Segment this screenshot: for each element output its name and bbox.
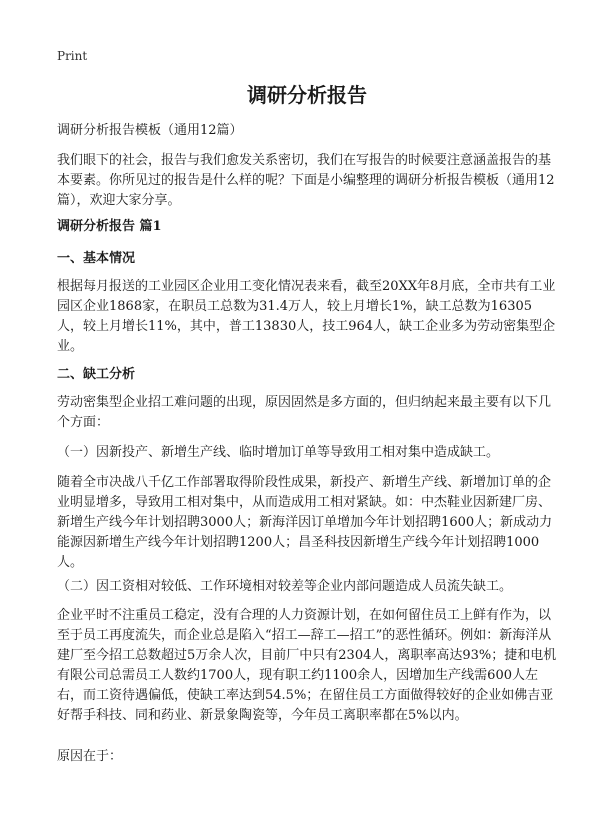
print-link[interactable]: Print bbox=[57, 49, 88, 63]
section-basic-body: 根据每月报送的工业园区企业用工变化情况表来看，截至20XX年8月底，全市共有工业园区企业1868家，在职员工总数为31.4万人，较上月增长1%，缺工总数为16305人，较上月增长11%，其中，普工13830人，技工964人，缺工企业多为劳动密集型企业。 bbox=[57, 279, 556, 354]
document-subtitle: 调研分析报告模板（通用12篇） bbox=[57, 123, 243, 138]
point-one-heading: （一）因新投产、新增生产线、临时增加订单等导致用工相对集中造成缺工。 bbox=[57, 445, 500, 460]
point-two-body: 企业平时不注重员工稳定，没有合理的人力资源计划，在如何留住员工上鲜有作为，以至于员工再度流失，而企业总是陷入“招工—辞工—招工”的恶性循环。例如：新海洋从建厂至今招工总数超过5万余人次，目前厂中只有2304人，离职率高达93%；捷和电机有限公司总需员工人数约1700人，现有职工约1100余人，因增加生产线需600人左右，而工资待遇偏低，使缺工率达到54.5%；在留住员工方面做得较好的企业如佛吉亚好帮手科技、同和药业、新景象陶瓷等，今年员工离职率都在5%以内。 bbox=[57, 608, 557, 723]
reason-label: 原因在于： bbox=[57, 749, 123, 764]
section-heading-analysis: 二、缺工分析 bbox=[57, 367, 136, 382]
section-heading-basic: 一、基本情况 bbox=[57, 251, 136, 266]
document-title: 调研分析报告 bbox=[247, 83, 367, 107]
section-analysis-intro: 劳动密集型企业招工难问题的出现，原因固然是多方面的，但归纳起来最主要有以下几个方面： bbox=[57, 395, 552, 430]
article-heading: 调研分析报告 篇1 bbox=[57, 219, 162, 234]
point-two-heading: （二）因工资相对较低、工作环境相对较差等企业内部问题造成人员流失缺工。 bbox=[57, 579, 513, 594]
intro-paragraph: 我们眼下的社会，报告与我们愈发关系密切，我们在写报告的时候要注意涵盖报告的基本要素。你所见过的报告是什么样的呢？下面是小编整理的调研分析报告模板（通用12篇），欢迎大家分享。 bbox=[57, 153, 555, 208]
point-one-body: 随着全市决战八千亿工作部署取得阶段性成果，新投产、新增生产线、新增加订单的企业明显增多，导致用工相对集中，从而造成用工相对紧缺。如：中杰鞋业因新建厂房、新增生产线今年计划招聘3000人；新海洋因订单增加今年计划招聘1600人；新成动力能源因新增生产线今年计划招聘1200人；昌圣科技因新增生产线今年计划招聘1000人。 bbox=[57, 475, 553, 570]
